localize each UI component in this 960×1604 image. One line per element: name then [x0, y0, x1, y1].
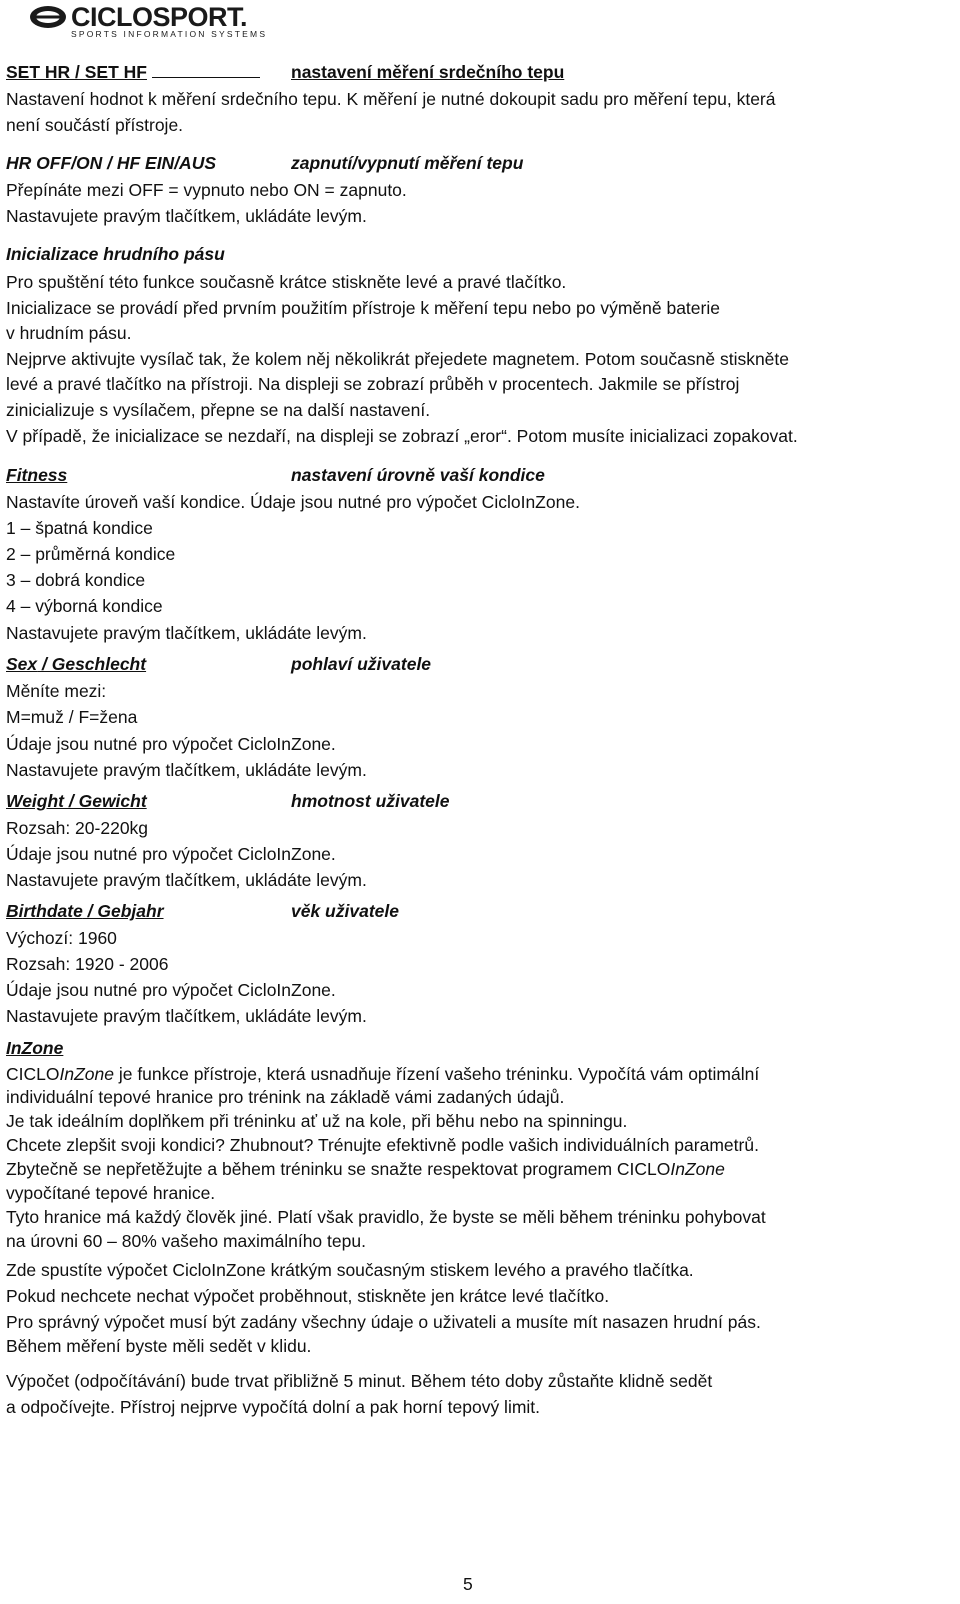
- text-line: Pokud nechcete nechat výpočet proběhnout, stiskněte jen krátce levé tlačítko.: [6, 1286, 610, 1306]
- text-line: Nastavujete pravým tlačítkem, ukládáte levým.: [6, 206, 367, 226]
- section-heading-sex: [6, 653, 432, 675]
- text-line: 4 – výborná kondice: [6, 596, 163, 616]
- text-line: vypočítané tepové hranice.: [6, 1183, 216, 1203]
- ciclosport-logo-icon: [28, 4, 68, 30]
- text-line: Údaje jsou nutné pro výpočet CicloInZone.: [6, 844, 336, 864]
- text-segment: Zbytečně se nepřetěžujte a během tréninku se snažte respektovat programem CICLO: [6, 1159, 671, 1179]
- text-line: Nastavujete pravým tlačítkem, ukládáte levým.: [6, 623, 367, 643]
- section-heading-hr-off-on: [6, 152, 524, 174]
- section-heading-fitness: [6, 464, 545, 486]
- text-line: V případě, že inicializace se nezdaří, na displeji se zobrazí „eror“. Potom musíte inicializaci zopakovat.: [6, 426, 798, 446]
- text-line: Nastavení hodnot k měření srdečního tepu. K měření je nutné dokoupit sadu pro měření tepu, která: [6, 89, 776, 109]
- text-line: Výpočet (odpočítávání) bude trvat přibližně 5 minut. Během této doby zůstaňte klidně sedět: [6, 1371, 713, 1391]
- heading-right: pohlaví uživatele: [291, 654, 432, 674]
- text-line: [6, 1158, 725, 1180]
- text-line: Nastavujete pravým tlačítkem, ukládáte levým.: [6, 760, 367, 780]
- text-line: levé a pravé tlačítko na přístroji. Na displeji se zobrazí průběh v procentech. Jakmile se přístroj: [6, 374, 740, 394]
- text-line: Nastavíte úroveň vaší kondice. Údaje jsou nutné pro výpočet CicloInZone.: [6, 492, 580, 512]
- text-line: Pro správný výpočet musí být zadány všechny údaje o uživateli a musíte mít nasazen hrudní pás.: [6, 1312, 761, 1332]
- heading-right: nastavení měření srdečního tepu: [291, 62, 565, 82]
- heading-left: [6, 901, 164, 921]
- text-line: Údaje jsou nutné pro výpočet CicloInZone.: [6, 980, 336, 1000]
- section-heading-inzone: InZone: [6, 1038, 64, 1058]
- heading-right: nastavení úrovně vaší kondice: [291, 465, 545, 485]
- brand-inzone: InZone: [670, 1159, 725, 1179]
- heading-right: zapnutí/vypnutí měření tepu: [291, 153, 524, 173]
- brand-inzone: InZone: [59, 1064, 114, 1084]
- text-line: 3 – dobrá kondice: [6, 570, 146, 590]
- text-line: Zde spustíte výpočet CicloInZone krátkým současným stiskem levého a pravého tlačítka.: [6, 1260, 694, 1280]
- text-line: Inicializace se provádí před prvním použitím přístroje k měření tepu nebo po výměně baterie: [6, 298, 720, 318]
- text-line: Údaje jsou nutné pro výpočet CicloInZone.: [6, 734, 336, 754]
- heading-right: hmotnost uživatele: [291, 791, 450, 811]
- heading-left: Fitness: [6, 465, 68, 485]
- text-line: Nejprve aktivujte vysílač tak, že kolem něj několikrát přejedete magnetem. Potom současně stiskněte: [6, 349, 790, 369]
- text-line: Během měření byste měli sedět v klidu.: [6, 1336, 312, 1356]
- text-line: není součástí přístroje.: [6, 115, 184, 135]
- text-line: individuální tepové hranice pro trénink na základě vámi zadaných údajů.: [6, 1087, 565, 1107]
- section-heading-initialization: Inicializace hrudního pásu: [6, 244, 225, 264]
- heading-left: [6, 791, 147, 811]
- text-line: Rozsah: 20-220kg: [6, 818, 149, 838]
- heading-left-a: Sex: [6, 654, 38, 674]
- logo-brand: CICLOSPORT.: [71, 2, 248, 32]
- text-line: Pro spuštění této funkce současně krátce stiskněte levé a pravé tlačítko.: [6, 272, 567, 292]
- heading-right: věk uživatele: [291, 901, 399, 921]
- heading-left-b: / Gebjahr: [82, 901, 164, 921]
- heading-left: SET HR / SET HF: [6, 62, 147, 82]
- heading-left: HR OFF/ON / HF EIN/AUS: [6, 153, 216, 173]
- text-line: v hrudním pásu.: [6, 323, 132, 343]
- text-line: Přepínáte mezi OFF = vypnuto nebo ON = zapnuto.: [6, 180, 407, 200]
- text-line: [6, 1063, 759, 1085]
- text-line: Tyto hranice má každý člověk jiné. Platí však pravidlo, že byste se měli během tréninku pohybovat: [6, 1207, 766, 1227]
- heading-left-b: / Geschlecht: [37, 654, 147, 674]
- text-line: Rozsah: 1920 - 2006: [6, 954, 169, 974]
- text-line: na úrovni 60 – 80% vašeho maximálního tepu.: [6, 1231, 366, 1251]
- brand-ciclo: CICLO: [6, 1064, 60, 1084]
- text-line: Chcete zlepšit svoji kondici? Zhubnout? Trénujte efektivně podle vašich individuálních parametrů.: [6, 1135, 759, 1155]
- text-line: M=muž / F=žena: [6, 707, 138, 727]
- logo-tagline: SPORTS INFORMATION SYSTEMS: [71, 29, 268, 39]
- heading-left-a: Birthdate: [6, 901, 83, 921]
- text-line: Výchozí: 1960: [6, 928, 117, 948]
- text-line: zinicializuje s vysílačem, přepne se na další nastavení.: [6, 400, 431, 420]
- ciclosport-logo: [28, 2, 290, 40]
- heading-left-b: / Gewicht: [64, 791, 147, 811]
- section-heading-weight: [6, 790, 450, 812]
- text-line: a odpočívejte. Přístroj nejprve vypočítá dolní a pak horní tepový limit.: [6, 1397, 541, 1417]
- text-line: Měníte mezi:: [6, 681, 107, 701]
- text-line: Nastavujete pravým tlačítkem, ukládáte levým.: [6, 1006, 367, 1026]
- text-line: Nastavujete pravým tlačítkem, ukládáte levým.: [6, 870, 367, 890]
- text-line: Je tak ideálním doplňkem při tréninku ať už na kole, při běhu nebo na spinningu.: [6, 1111, 628, 1131]
- text-line: 2 – průměrná kondice: [6, 544, 176, 564]
- heading-underline-gap: [152, 76, 260, 78]
- page-number: 5: [463, 1574, 473, 1594]
- text-line: 1 – špatná kondice: [6, 518, 153, 538]
- heading-left: [6, 654, 146, 674]
- section-heading-birthdate: [6, 900, 399, 922]
- heading-left-a: Weight: [6, 791, 65, 811]
- text-segment: je funkce přístroje, která usnadňuje řízení vašeho tréninku. Vypočítá vám optimální: [113, 1064, 760, 1084]
- section-heading-set-hr: [6, 61, 565, 83]
